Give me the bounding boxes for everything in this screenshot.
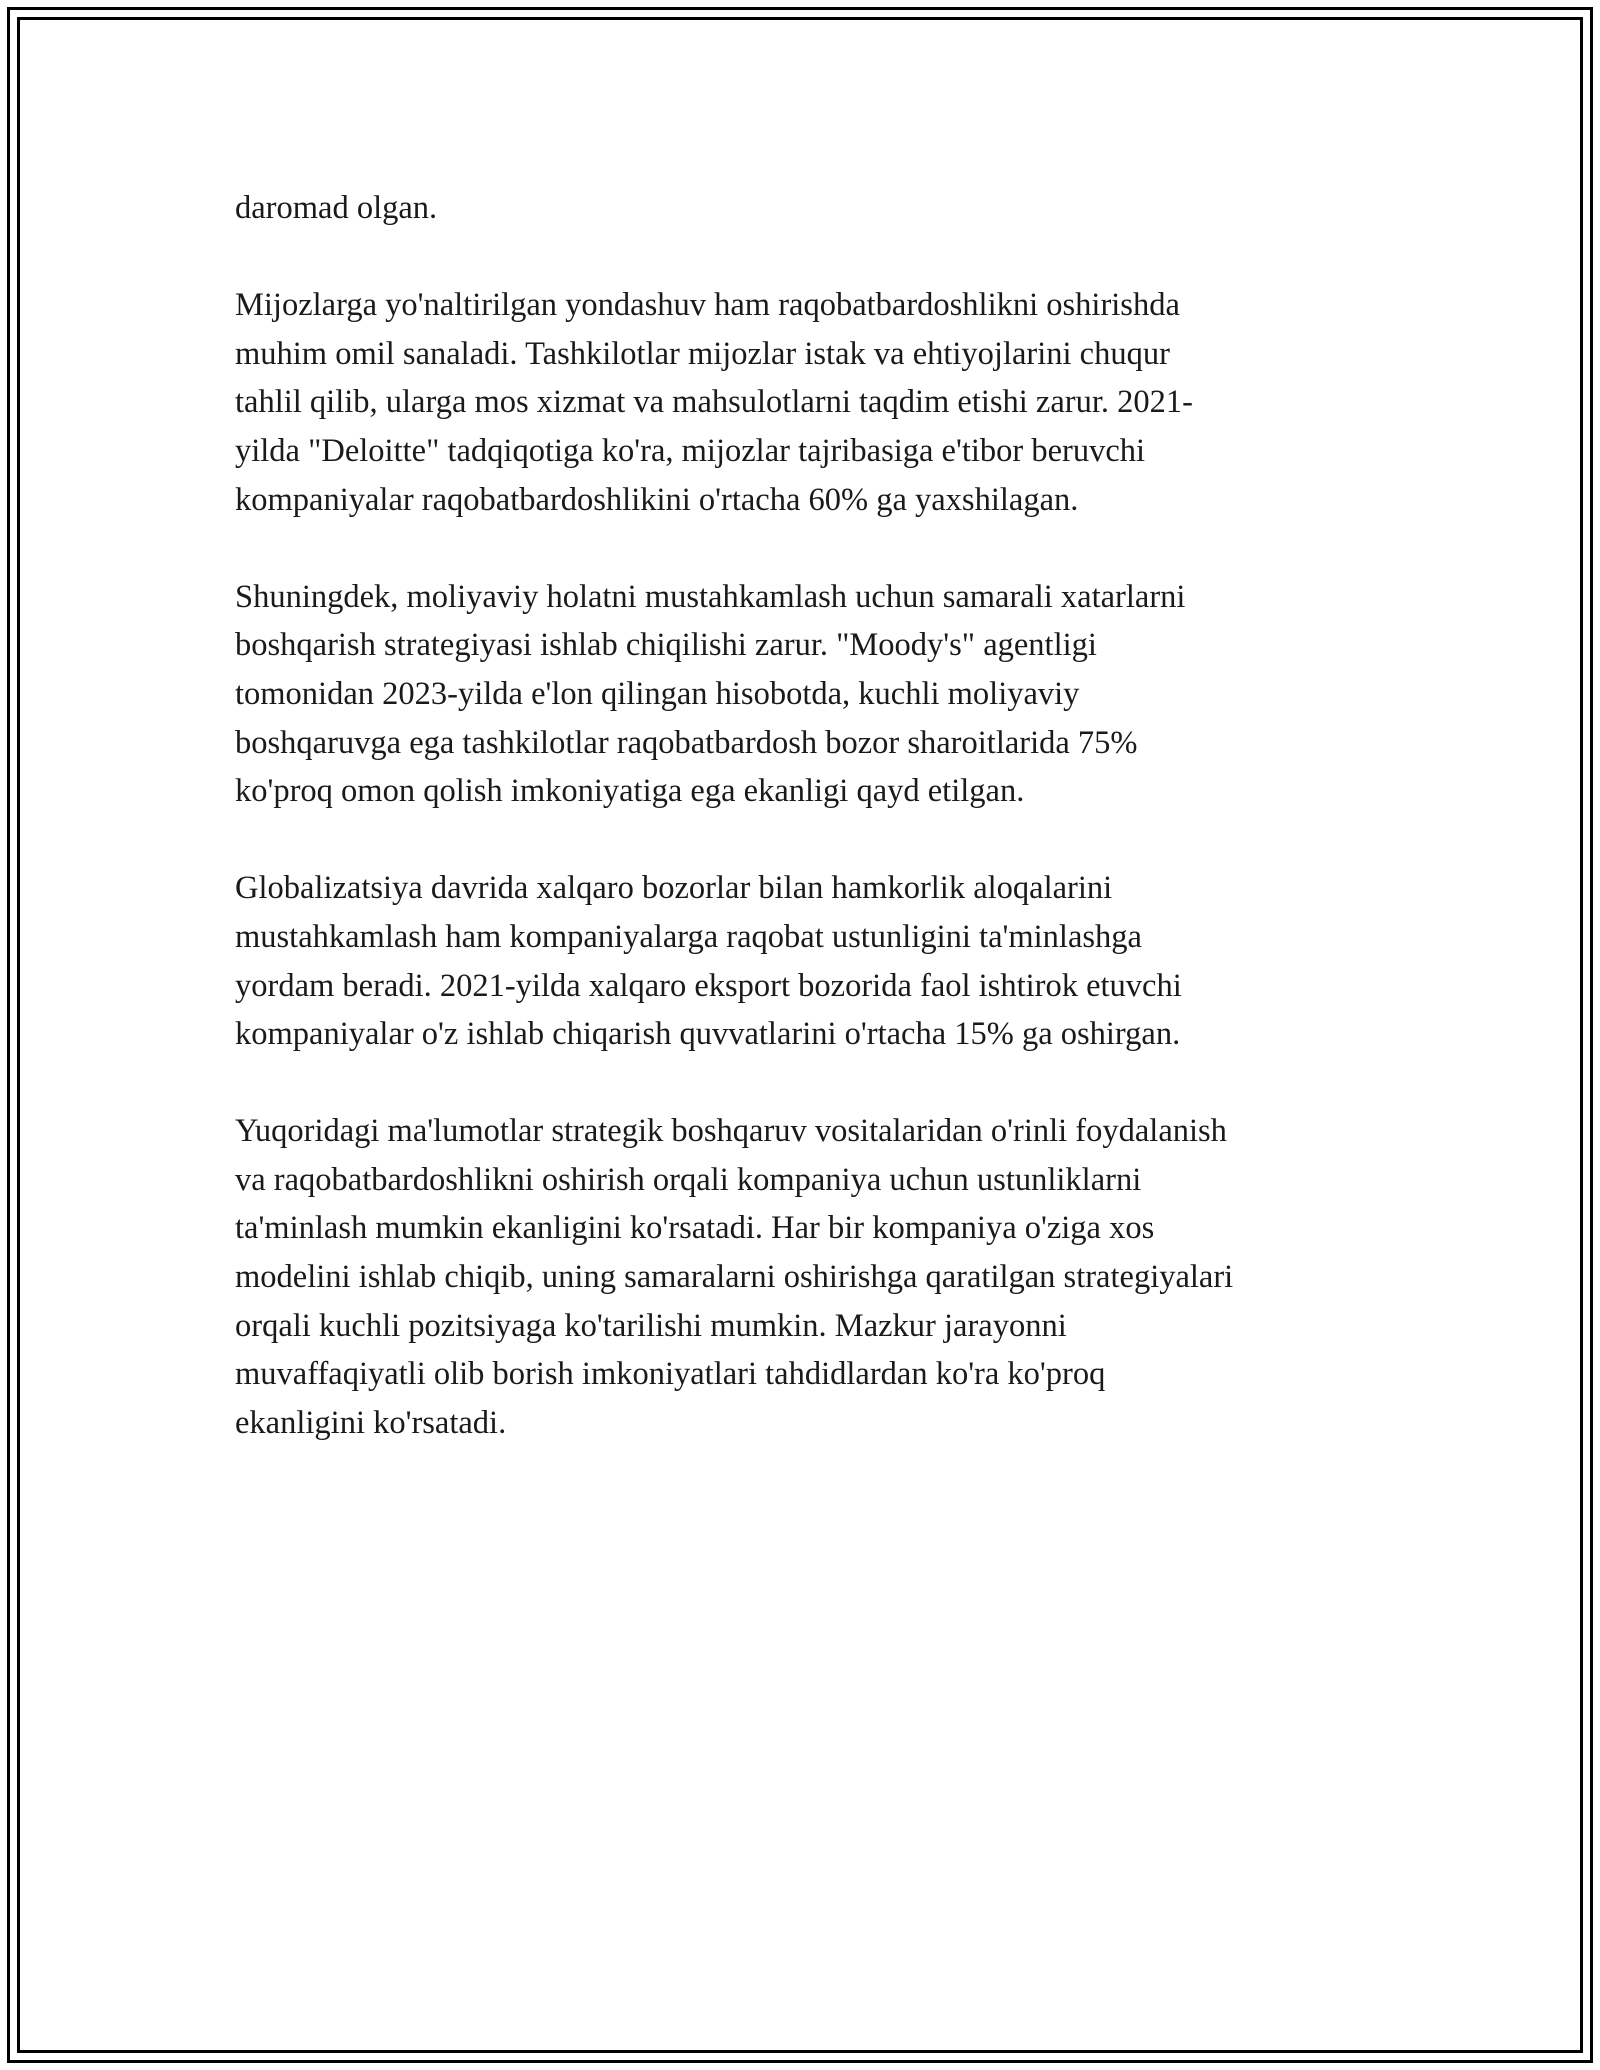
paragraph-continuation <box>235 184 1385 233</box>
text-line: va raqobatbardoshlikni oshirish orqali kompaniya uchun ustunliklarni <box>235 1161 1142 1198</box>
text-line: ekanligini ko'rsatadi. <box>235 1404 507 1441</box>
text-line: ko'proq omon qolish imkoniyatiga ega ekanligi qayd etilgan. <box>235 773 1025 810</box>
text-line: orqali kuchli pozitsiyaga ko'tarilishi mumkin. Mazkur jarayonni <box>235 1307 1067 1344</box>
text-line: boshqarish strategiyasi ishlab chiqilishi zarur. "Moody's" agentligi <box>235 627 1097 664</box>
paragraph-globalization <box>235 864 1385 1058</box>
text-line: ta'minlash mumkin ekanligini ko'rsatadi. Har bir kompaniya o'ziga xos <box>235 1210 1155 1247</box>
text-line: yilda "Deloitte" tadqiqotiga ko'ra, mijozlar tajribasiga e'tibor beruvchi <box>235 432 1146 469</box>
text-line: Globalizatsiya davrida xalqaro bozorlar bilan hamkorlik aloqalarini <box>235 870 1113 907</box>
text-line: kompaniyalar o'z ishlab chiqarish quvvatlarini o'rtacha 15% ga oshirgan. <box>235 1016 1181 1053</box>
text-line: tahlil qilib, ularga mos xizmat va mahsulotlarni taqdim etishi zarur. 2021- <box>235 384 1193 421</box>
paragraph-conclusion <box>235 1107 1385 1447</box>
text-line: Mijozlarga yo'naltirilgan yondashuv ham raqobatbardoshlikni oshirishda <box>235 287 1180 324</box>
text-line: Shuningdek, moliyaviy holatni mustahkamlash uchun samarali xatarlarni <box>235 578 1186 615</box>
text-line: boshqaruvga ega tashkilotlar raqobatbardosh bozor sharoitlarida 75% <box>235 724 1138 761</box>
document-body <box>235 184 1385 1496</box>
text-line: mustahkamlash ham kompaniyalarga raqobat ustunligini ta'minlashga <box>235 918 1142 955</box>
paragraph-customer-approach <box>235 281 1385 524</box>
text-line: muvaffaqiyatli olib borish imkoniyatlari tahdidlardan ko'ra ko'proq <box>235 1356 1106 1393</box>
paragraph-risk-management <box>235 573 1385 816</box>
text-line: muhim omil sanaladi. Tashkilotlar mijozlar istak va ehtiyojlarini chuqur <box>235 335 1170 372</box>
text-line: yordam beradi. 2021-yilda xalqaro eksport bozorida faol ishtirok etuvchi <box>235 967 1182 1004</box>
text-line: Yuqoridagi ma'lumotlar strategik boshqaruv vositalaridan o'rinli foydalanish <box>235 1113 1227 1150</box>
text-line: tomonidan 2023-yilda e'lon qilingan hisobotda, kuchli moliyaviy <box>235 675 1080 712</box>
text-line: daromad olgan. <box>235 190 438 226</box>
text-line: kompaniyalar raqobatbardoshlikini o'rtacha 60% ga yaxshilagan. <box>235 481 1079 518</box>
text-line: modelini ishlab chiqib, uning samaralarni oshirishga qaratilgan strategiyalari <box>235 1259 1234 1296</box>
